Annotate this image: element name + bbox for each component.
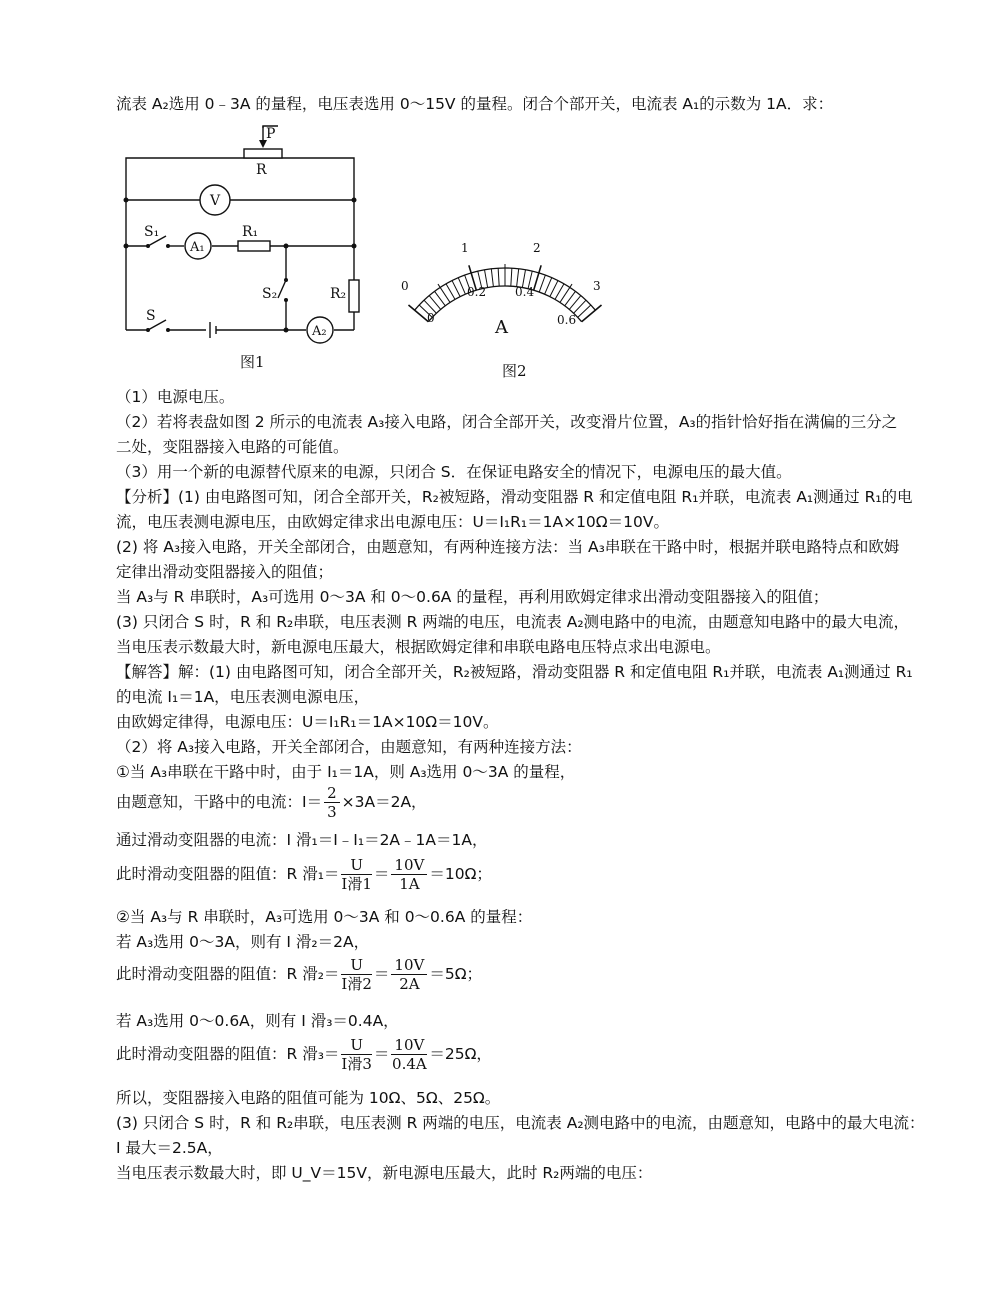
equation-r2: 此时滑动变阻器的阻值：R 滑₂＝ $\frac{U}{\text{I滑2}}$ ＝ $\frac{10V}{2A}$ ＝5Ω； <box>116 956 483 993</box>
question-3: （3）用一个新的电源替代原来的电源，只闭合 S．在保证电路安全的情况下，电源电压的最大值。 <box>116 463 792 481</box>
solution-2-conclusion: 所以，变阻器接入电路的阻值可能为 10Ω、5Ω、25Ω。 <box>116 1089 501 1107</box>
dial-tick <box>408 305 428 322</box>
meter-label: A <box>495 317 508 338</box>
analysis-1-cont: 流，电压表测电源电压，由欧姆定律求出电源电压：U＝I₁R₁＝1A×10Ω＝10V。 <box>116 513 669 531</box>
analysis-3: (3) 只闭合 S 时，R 和 R₂串联，电压表测 R 两端的电压，电流表 A₂测电路中的电流，由题意知电路中的最大电流， <box>116 613 910 631</box>
dial-tick <box>458 278 465 295</box>
dial-tick <box>517 269 519 287</box>
analysis-2: (2) 将 A₃接入电路，开关全部闭合，由题意知，有两种连接方法：当 A₃串联在干路中时，根据并联电路特点和欧姆 <box>116 538 900 556</box>
question-1: （1）电源电压。 <box>116 388 235 406</box>
outer-tick-2: 2 <box>533 241 541 255</box>
outer-tick-0: 0 <box>401 279 409 293</box>
analysis-2-cont: 定律出滑动变阻器接入的阻值； <box>116 563 334 581</box>
solution-2-case2b: 若 A₃选用 0～0.6A，则有 I 滑₃＝0.4A， <box>116 1012 399 1030</box>
analysis-1: 【分析】(1) 由电路图可知，闭合全部开关，R₂被短路，滑动变阻器 R 和定值电阻 R₁并联，电流表 A₁测通过 R₁的电 <box>116 488 913 506</box>
ammeter-dial <box>395 236 615 346</box>
label-R2: R₂ <box>330 286 347 302</box>
dial-tick <box>539 275 545 292</box>
inner-tick-2: 0.4 <box>515 285 535 299</box>
dial-tick <box>452 281 460 297</box>
label-P: P <box>266 126 276 142</box>
analysis-3-cont: 当电压表示数最大时，新电源电压最大，根据欧姆定律和串联电路电压特点求出电源电。 <box>116 638 721 656</box>
dial-tick <box>550 281 558 297</box>
analysis-2-case: 当 A₃与 R 串联时，A₃可选用 0～3A 和 0～0.6A 的量程，再利用欧姆定律求出滑动变阻器接入的阻值； <box>116 588 829 606</box>
label-S2: S₂ <box>262 286 278 302</box>
circuit-diagram <box>118 118 378 380</box>
solution-1-cont: 的电流 I₁＝1A，电压表测电源电压， <box>116 688 370 706</box>
solution-3-voltage: 当电压表示数最大时，即 U_V＝15V，新电源电压最大，此时 R₂两端的电压： <box>116 1164 653 1182</box>
label-V: V <box>210 193 221 209</box>
dial-tick <box>534 265 541 290</box>
dial-tick <box>511 268 512 286</box>
outer-tick-1: 1 <box>461 241 469 255</box>
equation-trunk-current: 由题意知，干路中的电流：I＝ $\frac{2}{3}$ ×3A＝2A， <box>116 784 427 821</box>
figure-2-caption: 图2 <box>502 362 527 380</box>
dial-tick <box>498 268 499 286</box>
dial-tick <box>446 284 455 300</box>
dial-tick <box>491 269 493 287</box>
equation-r1: 此时滑动变阻器的阻值：R 滑₁＝ $\frac{U}{\text{I滑1}}$ ＝ $\frac{10V}{1A}$ ＝10Ω； <box>116 856 492 893</box>
label-R1: R₁ <box>242 224 259 240</box>
solution-2-rheostat-current: 通过滑动变阻器的电流：I 滑₁＝I﹣I₁＝2A﹣1A＝1A， <box>116 831 488 849</box>
solution-2: （2）将 A₃接入电路，开关全部闭合，由题意知，有两种连接方法： <box>116 738 582 756</box>
equation-r3: 此时滑动变阻器的阻值：R 滑₃＝ $\frac{U}{\text{I滑3}}$ ＝ $\frac{10V}{0.4A}$ ＝25Ω， <box>116 1036 492 1073</box>
outer-tick-3: 3 <box>593 279 601 293</box>
question-2-cont: 二处，变阻器接入电路的可能值。 <box>116 438 349 456</box>
intro-text: 流表 A₂选用 0﹣3A 的量程，电压表选用 0～15V 的量程。闭合个部开关，电流表 A₁的示数为 1A．求： <box>116 95 834 113</box>
label-A1: A₁ <box>190 240 205 255</box>
inner-tick-3: 0.6 <box>557 313 577 327</box>
solution-3: (3) 只闭合 S 时，R 和 R₂串联，电压表测 R 两端的电压，电流表 A₂测电路中的电流，由题意知，电路中的最大电流： <box>116 1114 925 1132</box>
inner-tick-1: 0.2 <box>467 285 487 299</box>
solution-3-max-current: I 最大＝2.5A， <box>116 1139 223 1157</box>
figure-1-caption: 图1 <box>240 353 265 371</box>
label-S1: S₁ <box>144 224 160 240</box>
label-S: S <box>146 308 156 324</box>
solution-1-result: 由欧姆定律得，电源电压：U＝I₁R₁＝1A×10Ω＝10V。 <box>116 713 499 731</box>
inner-tick-0: 0 <box>427 311 435 325</box>
solution-1: 【解答】解：(1) 由电路图可知，闭合全部开关，R₂被短路，滑动变阻器 R 和定值电阻 R₁并联，电流表 A₁测通过 R₁ <box>116 663 913 681</box>
dial-tick <box>545 278 552 295</box>
dial-tick <box>555 284 564 300</box>
question-2: （2）若将表盘如图 2 所示的电流表 A₃接入电路，闭合全部开关，改变滑片位置，A₃的指针恰好指在满偏的三分之 <box>116 413 898 431</box>
label-A2: A₂ <box>312 324 327 339</box>
solution-2-case2: ②当 A₃与 R 串联时，A₃可选用 0～3A 和 0～0.6A 的量程： <box>116 908 533 926</box>
dial-tick <box>582 305 602 322</box>
label-R: R <box>256 162 267 178</box>
solution-2-case1: ①当 A₃串联在干路中时，由于 I₁＝1A，则 A₃选用 0～3A 的量程， <box>116 763 576 781</box>
solution-2-case2a: 若 A₃选用 0～3A，则有 I 滑₂＝2A， <box>116 933 370 951</box>
